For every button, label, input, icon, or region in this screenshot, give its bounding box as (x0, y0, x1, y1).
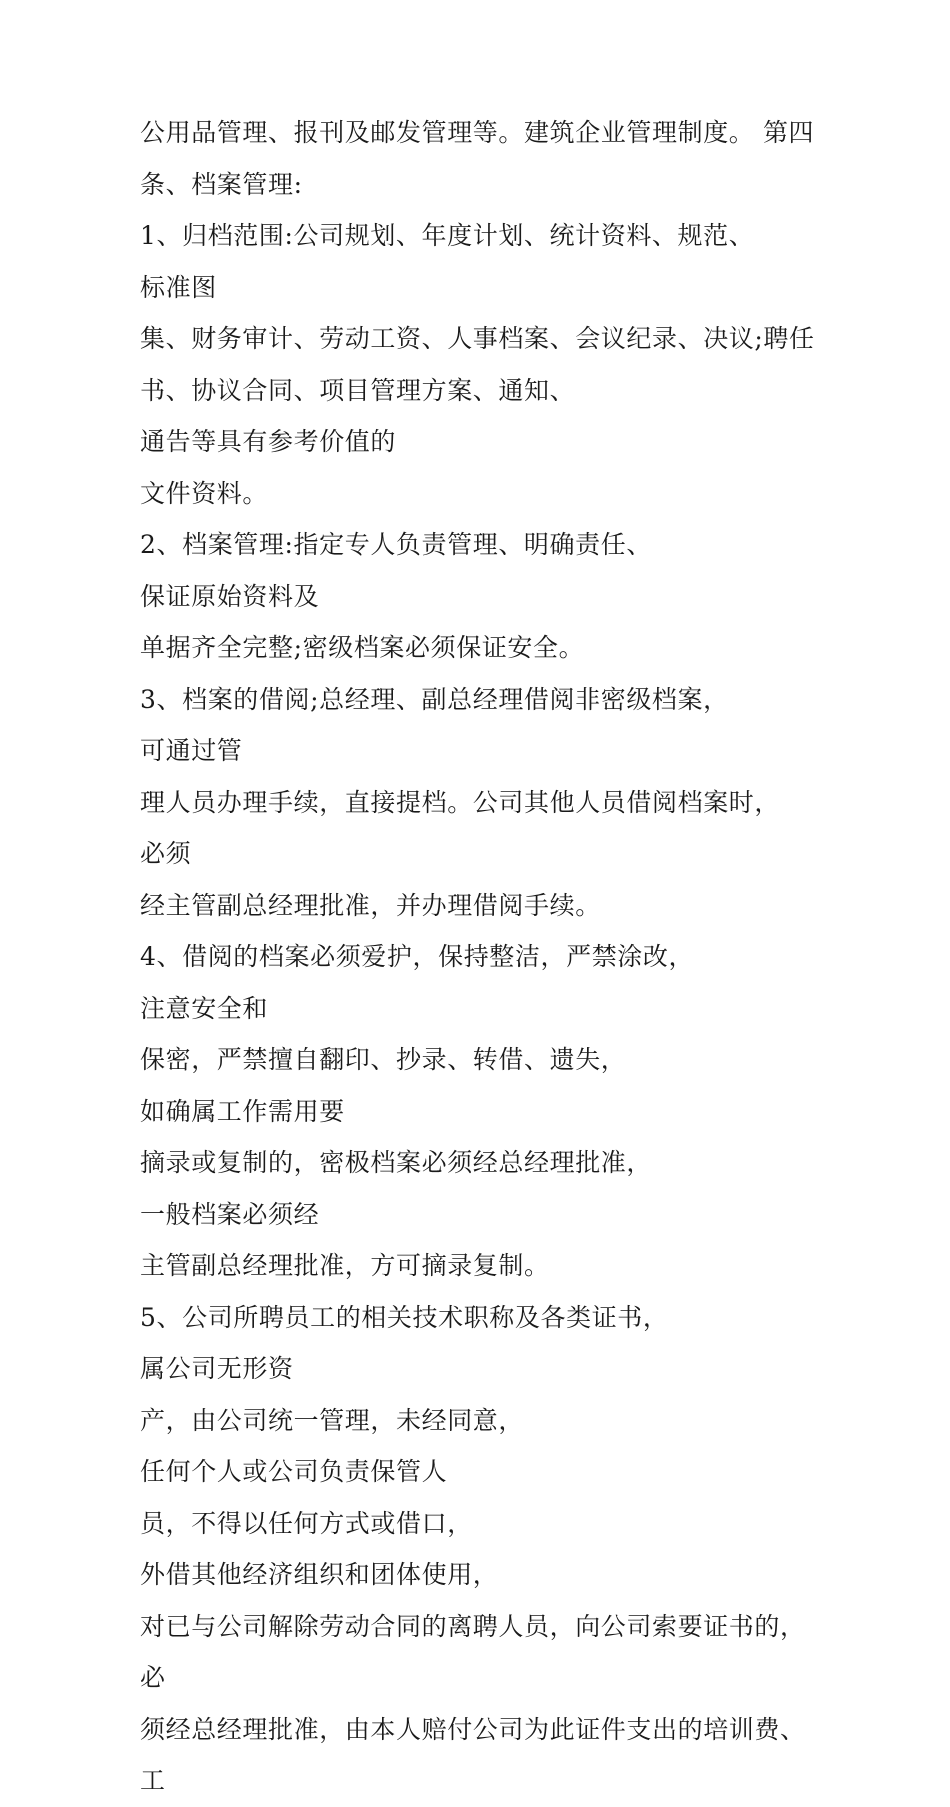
paragraph-item-5: 5、公司所聘员工的相关技术职称及各类证书，属公司无形资 产，由公司统一管理，未经同意，任何个人或公司负责保管人 员，不得以任何方式或借口，外借其他经济组织和团体使用， 对已与公司解除劳动合同的离聘人员，向公司索要证书的，必 须经总经理批准，由本人赔付公司为此证件支出的培训费、工 (140, 1302, 806, 1795)
paragraph-item-3: 3、档案的借阅;总经理、副总经理借阅非密级档案，可通过管 理人员办理手续，直接提档。公司其他人员借阅档案时，必须 经主管副总经理批准，并办理借阅手续。 (140, 684, 781, 920)
document-body (140, 107, 820, 1807)
paragraph-item-2: 2、档案管理:指定专人负责管理、明确责任、保证原始资料及 单据齐全完整;密级档案必须保证安全。 (140, 530, 652, 662)
paragraph-item-4: 4、借阅的档案必须爱护，保持整洁，严禁涂改，注意安全和 保密，严禁擅自翻印、抄录、转借、遗失，如确属工作需用要 摘录或复制的，密极档案必须经总经理批准，一般档案必须经 主管副总经理批准，方可摘录复制。 (140, 942, 695, 1280)
paragraph-intro: 公用品管理、报刊及邮发管理等。建筑企业管理制度。 第四 条、档案管理: (140, 118, 815, 199)
paragraph-item-1: 1、归档范围:公司规划、年度计划、统计资料、规范、标准图 集、财务审计、劳动工资、人事档案、会议纪录、决议;聘任 书、协议合同、项目管理方案、通知、通告等具有参考价值的 文件资料。 (140, 221, 815, 508)
